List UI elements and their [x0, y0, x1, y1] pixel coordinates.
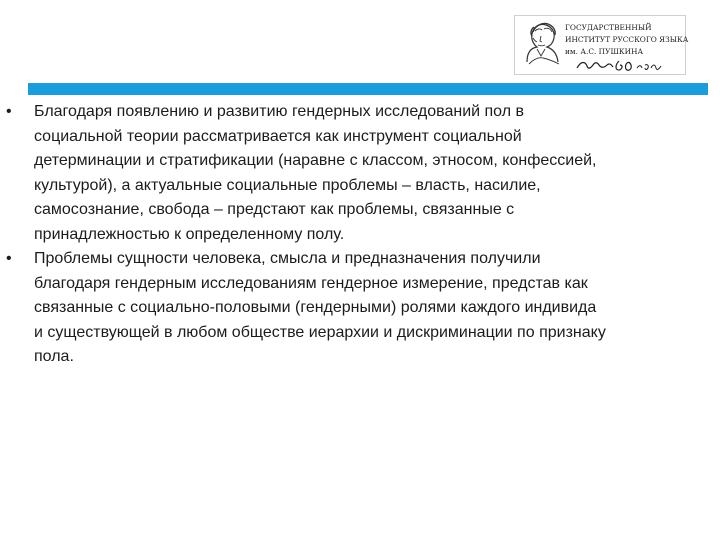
anniversary-signature	[575, 57, 683, 73]
bullet-text-line: Проблемы сущности человека, смысла и предназначения получили	[34, 250, 541, 267]
bullet-list	[4, 100, 704, 370]
bullet-item	[4, 100, 704, 247]
logo-text-line-1: ГОСУДАРСТВЕННЫЙ	[565, 23, 652, 32]
institute-logo	[514, 15, 689, 75]
bullet-text-line: принадлежностью к определенному полу.	[34, 225, 345, 243]
logo-text-line-2: ИНСТИТУТ РУССКОГО ЯЗЫКА	[565, 35, 689, 44]
header-accent-bar	[28, 83, 708, 95]
bullet-text-line: социальной теории рассматривается как инструмент социальной	[34, 127, 522, 145]
bullet-marker: •	[6, 250, 12, 267]
bullet-text-line: и существующей в любом обществе иерархии и дискриминации по признаку	[34, 323, 606, 341]
bullet-text-line: культурой), а актуальные социальные проблемы – власть, насилие,	[34, 176, 541, 194]
bullet-text-line: благодаря гендерным исследованиям гендерное измерение, представ как	[34, 274, 588, 292]
bullet-text-line: детерминации и стратификации (наравне с классом, этносом, конфессией,	[34, 152, 597, 169]
bullet-text-line: пола.	[34, 348, 74, 365]
bullet-marker: •	[6, 103, 12, 120]
pushkin-portrait-icon	[517, 18, 569, 70]
bullet-text-line: самосознание, свобода – предстают как проблемы, связанные с	[34, 201, 515, 218]
bullet-text-line: связанные с социально-половыми (гендерными) ролями каждого индивида	[34, 299, 597, 316]
logo-text-line-3: им. А.С. ПУШКИНА	[565, 47, 644, 56]
bullet-item	[4, 247, 704, 370]
bullet-text-line: Благодаря появлению и развитию гендерных исследований пол в	[34, 103, 524, 120]
